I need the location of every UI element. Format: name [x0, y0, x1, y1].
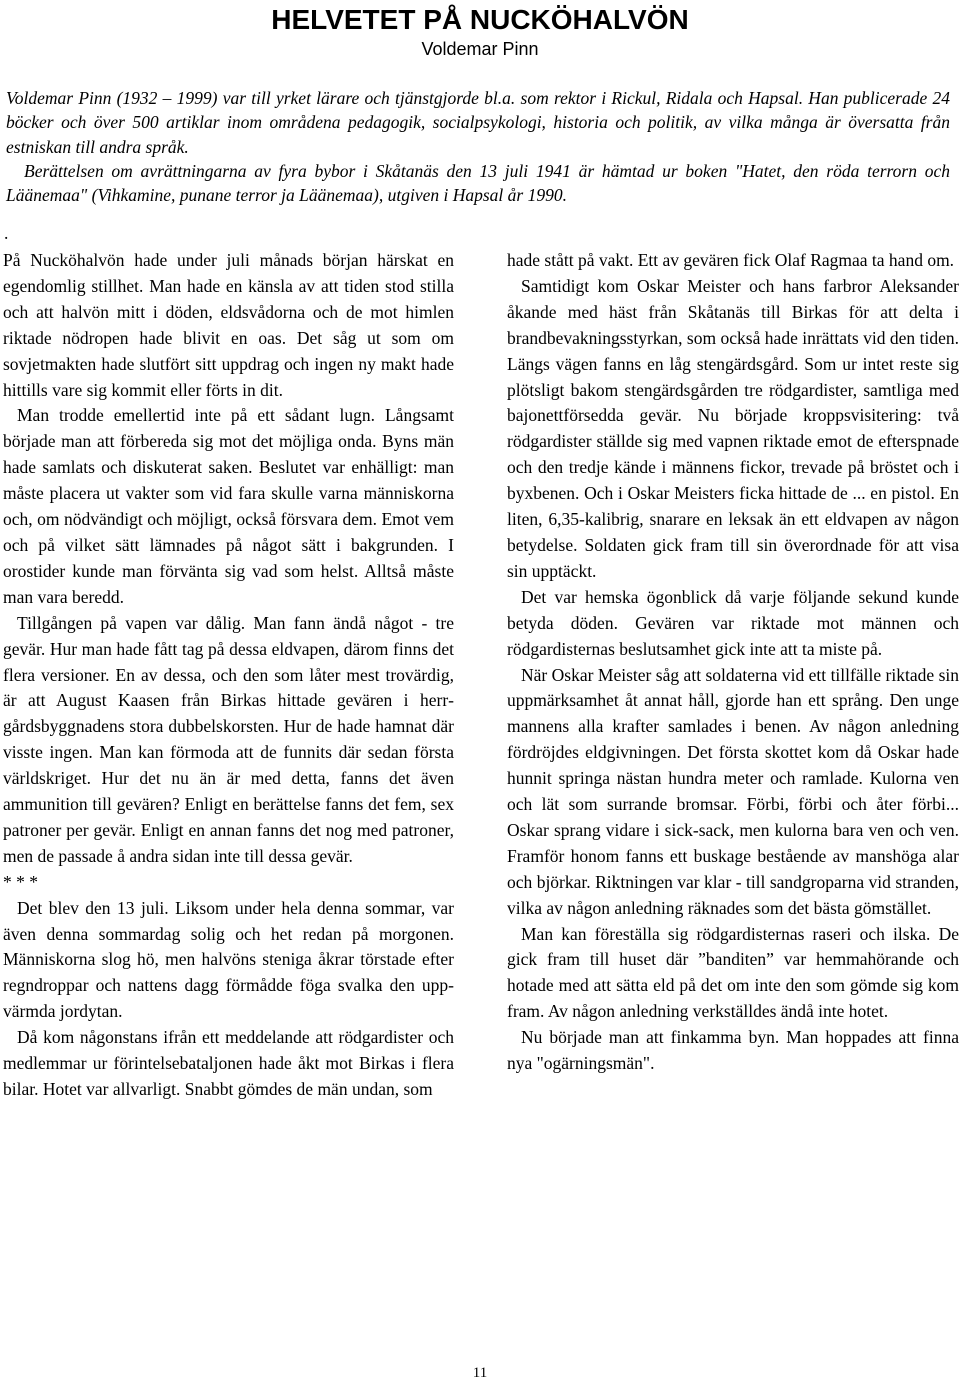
intro-paragraph: Voldemar Pinn (1932 – 1999) var till yrket lärare och tjänstgjorde bl.a. som rektor i Rickul, Ridala och Hapsal. Han publicerade 24 böcker och över 500 artiklar inom områdena pedagogik, socialpsykologi, historia och politik, av vilka många är översatta från estniskan till andra språk. — [6, 88, 950, 157]
body-paragraph: Tillgången på vapen var dålig. Man fann ändå något - tre gevär. Hur man hade fått tag på dessa eldvapen, därom finns det flera versioner. En av dessa, och den som låter mest trovärdig, är att August Kaasen från Birkas hittade gevären i herrgårdsbyggnadens stora dubbelskorsten. Hur de hade hamnat där visste ingen. Man kan förmoda att de funnits där sedan första världskriget. Hur det nu än är med detta, fanns det även ammunition till gevären? Enligt en berättelse fanns det fem, sex patroner per gevär. Enligt en annan fanns det nog med patroner, men de passade å andra sidan inte till dessa gevär. — [3, 612, 454, 866]
section-break: * * * — [3, 871, 38, 892]
intro-paragraph: Berättelsen om avrättningarna av fyra bybor i Skåtanäs den 13 juli 1941 är hämtad ur boken "Hatet, den röda terrorn och Läänemaa" (Vihkamine, punane terror ja Läänemaa), utgiven i Hapsal år 1990. — [6, 160, 950, 206]
body-paragraph: Man trodde emellertid inte på ett sådant lugn. Långsamt började man att förbereda sig mot det möjliga onda. Byns män hade samlats och diskuterat saken. Beslutet var enhälligt: man måste placera ut vakter som vid fara skulle varna människorna och, om nödvändigt och möjligt, också försvara dem. Emot vem och på vilket sätt lämnades på något sätt i bakgrunden. I orostider kunde man förvänta sig vad som helst. Alltså måste man vara beredd. — [3, 405, 454, 607]
body-paragraph: Det var hemska ögonblick då varje följande sekund kunde betyda döden. Gevären var riktade mot männen och rödgardisternas beslutsamhet gick inte att ta miste på. — [507, 586, 959, 659]
body-paragraph: Då kom någonstans ifrån ett meddelande att rödgardister och medlemmar ur förintelsebataljonen hade åkt mot Birkas i flera bilar. Hotet var allvarligt. Snabbt gömdes de män undan, som — [3, 1027, 454, 1099]
body-paragraph: Man kan föreställa sig rödgardisternas raseri och ilska. De gick fram till huset där ”banditen” var hemmahörande och hotade med att sätta eld på det om inte den som gömde sig kom fram. Av någon anledning verkställdes ändå inte hotet. — [507, 923, 959, 1022]
right-column — [507, 248, 959, 1077]
body-paragraph: Samtidigt kom Oskar Meister och hans farbror Aleksander åkande med häst från Skåtanäs till Birkas för att delta i brandbevakningsstyrkan, som också hade inrättats vid den tiden. Längs vägen fanns en låg stengärdsgård. Som ur intet reste sig plötsligt bakom stengärdsgården tre rödgardister, samtliga med bajonettförsedda gevär. Nu började kroppsvisitering: två rödgardister ställde sig med vapnen riktade emot de efterspnade och den tredje kände i männens fickor, trevade på bröstet och i byxbenen. Och i Oskar Meisters ficka hittade de ... en pistol. En liten, 6,35-kalibrig, snarare en leksak än ett eldvapen av någon betydelse. Soldaten gick fram till sin överordnade för att visa sin upptäckt. — [507, 275, 959, 581]
intro-section — [6, 86, 950, 207]
article-author: Voldemar Pinn — [421, 39, 539, 59]
article-title: HELVETET PÅ NUCKÖHALVÖN — [271, 4, 689, 35]
left-column — [3, 248, 454, 1103]
body-paragraph: Nu började man att finkamma byn. Man hoppades att finna nya "ogärningsmän". — [507, 1027, 959, 1074]
body-paragraph: Det blev den 13 juli. Liksom under hela denna sommar, var även denna sommardag solig och het redan på morgonen. Människorna slog hö, men halvöns steniga åkrar törstade efter regndroppar och nattens dagg förmådde föga svalka den uppvärmda jordytan. — [3, 897, 454, 1022]
body-paragraph: När Oskar Meister såg att soldaterna vid ett tillfälle riktade sin uppmärksamhet åt annat håll, gjorde han ett språng. Den unge mannens alla krafter samlades i benen. Av någon anledning fördröjdes eldgivningen. Det första skottet kom då Oskar hade hunnit springa nästan hundra meter och ramlade. Kulorna ven och lät som surrande bromsar. Förbi, förbi och åter förbi... Oskar sprang vidare i sick-sack, men kulorna bara ven och ven. Framför honom fanns ett buskage bestående av manshöga alar och björkar. Riktningen var klar - till sandgroparna vid stranden, vilka av någon anledning räknades som det bästa gömstället. — [507, 664, 959, 918]
page-number: 11 — [472, 1365, 488, 1381]
body-paragraph: På Nucköhalvön hade under juli månads början härskat en egendomlig stillhet. Man hade en känsla av att tiden stod stilla och att halvön mitt i döden, eldsvådorna och de mot himlen riktade nödropen hade blivit en oas. Det såg ut som om sovjetmakten hade slutfört sitt uppdrag och ingen ny makt hade hittills vare sig kommit eller förts in dit. — [3, 250, 454, 400]
section-separator: . — [4, 223, 9, 243]
body-paragraph: hade stått på vakt. Ett av gevären fick Olaf Ragmaa ta hand om. — [507, 250, 955, 270]
